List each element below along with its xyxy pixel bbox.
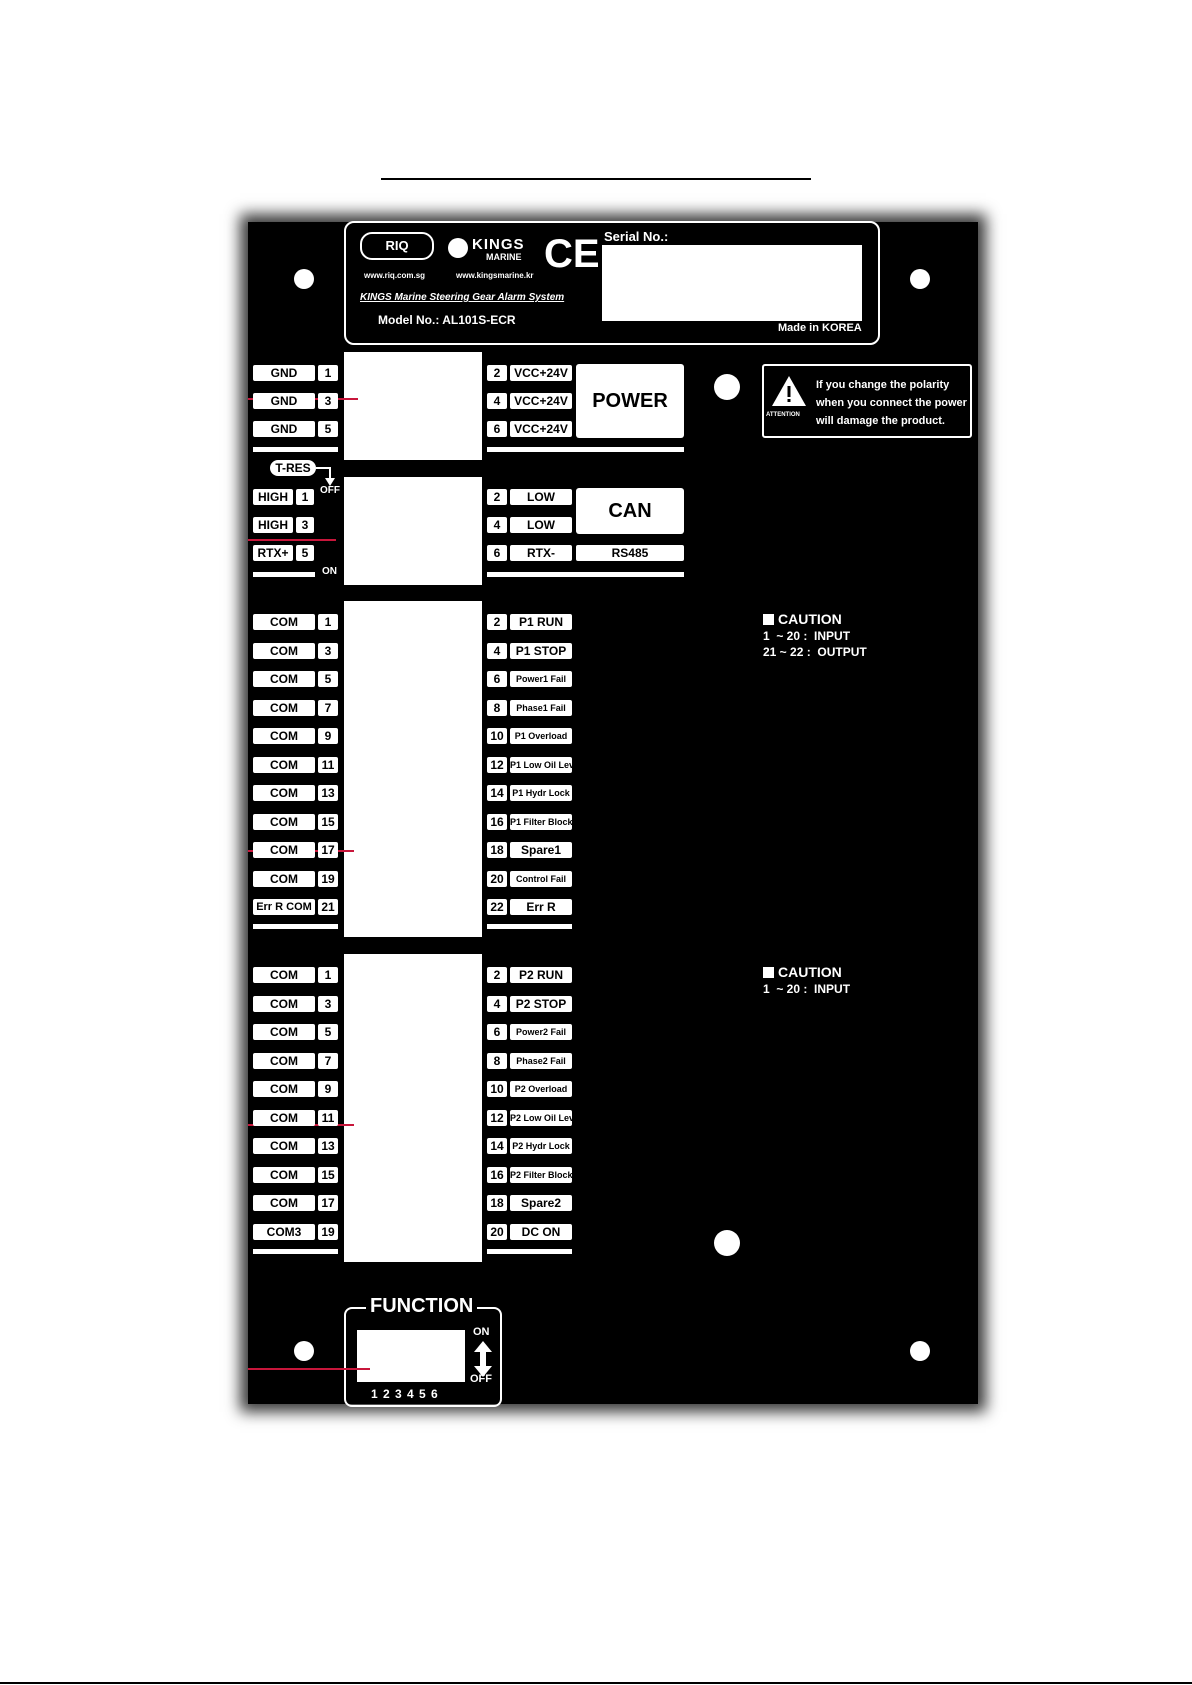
p2-connector-slot [344,954,482,1262]
p2-left-label: COM [253,1138,315,1154]
p2-caution [763,964,850,997]
can-left-pin: 1 [296,489,314,505]
pointer-line [248,1368,370,1370]
can-left-label: RTX+ [253,545,293,561]
power-title: POWER [576,364,684,438]
divider-bar [487,447,684,452]
p1-left-pin: 19 [318,871,338,887]
p2-left-pin: 3 [318,996,338,1012]
riq-url: www.riq.com.sg [364,271,426,280]
power-left-label: GND [253,365,315,381]
p2-left-label: COM [253,996,315,1012]
mounting-hole [294,269,314,289]
p1-right-label: P1 Low Oil Level [510,757,572,773]
p1-left-label: COM [253,728,315,744]
square-bullet-icon [763,614,774,625]
divider-bar [487,1249,572,1254]
p1-connector-slot [344,601,482,937]
can-left-label: HIGH [253,489,293,505]
dip-switch-numbers: 1 2 3 4 5 6 [371,1387,439,1401]
p2-right-pin: 16 [487,1167,507,1183]
p1-right-pin: 16 [487,814,507,830]
power-left-label: GND [253,421,315,437]
p1-left-pin: 15 [318,814,338,830]
p1-right-label: Power1 Fail [510,671,572,687]
p1-left-pin: 5 [318,671,338,687]
power-left-pin: 5 [318,421,338,437]
mounting-hole [910,269,930,289]
function-off-label: OFF [470,1373,492,1385]
p1-right-label: P1 Filter Block [510,814,572,830]
divider-bar [253,572,315,577]
p1-right-label: Err R [510,899,572,915]
model-number: Model No.: AL101S-ECR [378,313,516,327]
pointer-line [248,539,336,541]
p1-right-label: P1 Hydr Lock [510,785,572,801]
p2-left-label: COM [253,1167,315,1183]
mounting-hole [294,1341,314,1361]
p1-right-label: P1 Overload [510,728,572,744]
made-in-label: Made in KOREA [778,322,862,334]
page-bottom-line [0,1682,1192,1684]
p1-left-pin: 7 [318,700,338,716]
p2-right-label: Phase2 Fail [510,1053,572,1069]
p2-left-pin: 17 [318,1195,338,1211]
dip-switch[interactable] [357,1330,465,1382]
can-left-label: HIGH [253,517,293,533]
mounting-hole [714,374,740,400]
p2-left-pin: 11 [318,1110,338,1126]
system-name: KINGS Marine Steering Gear Alarm System [360,292,565,303]
p1-right-label: Spare1 [510,842,572,858]
p2-left-label: COM [253,967,315,983]
rs485-label: RS485 [576,545,684,561]
p1-right-pin: 20 [487,871,507,887]
p1-right-pin: 14 [487,785,507,801]
switch-on-label: ON [322,566,337,577]
p1-right-label: Control Fail [510,871,572,887]
p1-left-label: Err R COM [253,899,315,915]
p1-left-label: COM [253,757,315,773]
power-left-pin: 1 [318,365,338,381]
p2-left-label: COM [253,1024,315,1040]
p1-right-label: Phase1 Fail [510,700,572,716]
p2-left-pin: 9 [318,1081,338,1097]
p1-left-label: COM [253,842,315,858]
p1-caution-title: CAUTION [778,611,842,627]
power-right-label: VCC+24V [510,365,572,381]
p2-caution-title: CAUTION [778,964,842,980]
p1-right-pin: 10 [487,728,507,744]
riq-logo: RIQ [360,232,434,260]
p2-right-label: P2 Hydr Lock [510,1138,572,1154]
p2-left-label: COM [253,1195,315,1211]
p1-left-label: COM [253,785,315,801]
can-right-pin: 6 [487,545,507,561]
p2-left-label: COM [253,1081,315,1097]
p1-left-pin: 1 [318,614,338,630]
power-left-label: GND [253,393,315,409]
mounting-hole [714,1230,740,1256]
p2-left-label: COM [253,1053,315,1069]
can-title: CAN [576,488,684,534]
function-on-label: ON [473,1326,490,1338]
p1-right-pin: 6 [487,671,507,687]
p1-caution-line: 21 ~ 22 : OUTPUT [763,645,867,659]
p1-left-pin: 11 [318,757,338,773]
p1-left-label: COM [253,871,315,887]
p2-left-pin: 15 [318,1167,338,1183]
power-right-pin: 2 [487,365,507,381]
p2-right-label: P2 STOP [510,996,572,1012]
can-left-pin: 3 [296,517,314,533]
divider-bar [487,924,572,929]
p1-right-label: P1 STOP [510,643,572,659]
p1-left-pin: 9 [318,728,338,744]
p2-right-label: P2 Filter Block [510,1167,572,1183]
p1-left-pin: 21 [318,899,338,915]
divider-bar [253,447,338,452]
p1-left-pin: 3 [318,643,338,659]
attention-icon-label: ATTENTION [766,412,800,418]
p1-left-pin: 13 [318,785,338,801]
switch-off-label: OFF [320,485,340,496]
can-right-label: RTX- [510,545,572,561]
p2-right-label: DC ON [510,1224,572,1240]
p2-right-pin: 2 [487,967,507,983]
can-right-label: LOW [510,517,572,533]
p2-left-pin: 5 [318,1024,338,1040]
p1-right-pin: 12 [487,757,507,773]
power-connector-slot [344,352,482,460]
tres-label: T-RES [270,460,316,476]
p2-right-label: P2 RUN [510,967,572,983]
p1-left-pin: 17 [318,842,338,858]
p2-right-pin: 6 [487,1024,507,1040]
kings-logo-sub: MARINE [486,252,522,262]
can-left-pin: 5 [296,545,314,561]
p2-right-pin: 8 [487,1053,507,1069]
mounting-hole [910,1341,930,1361]
p2-right-label: Power2 Fail [510,1024,572,1040]
can-right-pin: 2 [487,489,507,505]
can-right-pin: 4 [487,517,507,533]
p1-right-label: P1 RUN [510,614,572,630]
divider-bar [253,1249,338,1254]
p1-right-pin: 22 [487,899,507,915]
function-title: FUNCTION [366,1294,477,1318]
p1-left-label: COM [253,614,315,630]
attention-text: If you change the polarity when you connect the power will damage the product. [816,379,967,427]
can-right-label: LOW [510,489,572,505]
p2-left-label: COM [253,1110,315,1126]
divider-bar [487,572,684,577]
kings-url: www.kingsmarine.kr [456,271,534,280]
p1-left-label: COM [253,814,315,830]
kings-logo: KINGS [472,236,525,253]
p2-right-pin: 12 [487,1110,507,1126]
p1-caution [763,611,867,660]
p2-right-pin: 10 [487,1081,507,1097]
p2-right-pin: 4 [487,996,507,1012]
power-right-pin: 6 [487,421,507,437]
power-left-pin: 3 [318,393,338,409]
ce-mark: CE [544,232,600,276]
power-right-pin: 4 [487,393,507,409]
p2-left-pin: 1 [318,967,338,983]
divider-bar [253,924,338,929]
p1-right-pin: 4 [487,643,507,659]
power-right-label: VCC+24V [510,393,572,409]
p1-left-label: COM [253,700,315,716]
p2-left-label: COM3 [253,1224,315,1240]
warning-icon [770,374,808,408]
p1-caution-line: 1 ~ 20 : INPUT [763,629,851,643]
kings-logo-icon [448,238,468,258]
can-connector-slot [344,477,482,585]
p2-caution-line: 1 ~ 20 : INPUT [763,982,851,996]
title-underline [381,178,811,180]
p2-right-pin: 18 [487,1195,507,1211]
serial-number-field [602,245,862,321]
p1-right-pin: 18 [487,842,507,858]
serial-label: Serial No.: [604,229,669,244]
p2-right-label: P2 Low Oil Level [510,1110,572,1126]
square-bullet-icon [763,967,774,978]
p1-right-pin: 8 [487,700,507,716]
p2-left-pin: 13 [318,1138,338,1154]
p2-right-label: P2 Overload [510,1081,572,1097]
p2-right-pin: 20 [487,1224,507,1240]
p2-right-pin: 14 [487,1138,507,1154]
p1-right-pin: 2 [487,614,507,630]
power-right-label: VCC+24V [510,421,572,437]
p2-right-label: Spare2 [510,1195,572,1211]
p2-left-pin: 7 [318,1053,338,1069]
p1-left-label: COM [253,671,315,687]
p1-left-label: COM [253,643,315,659]
p2-left-pin: 19 [318,1224,338,1240]
